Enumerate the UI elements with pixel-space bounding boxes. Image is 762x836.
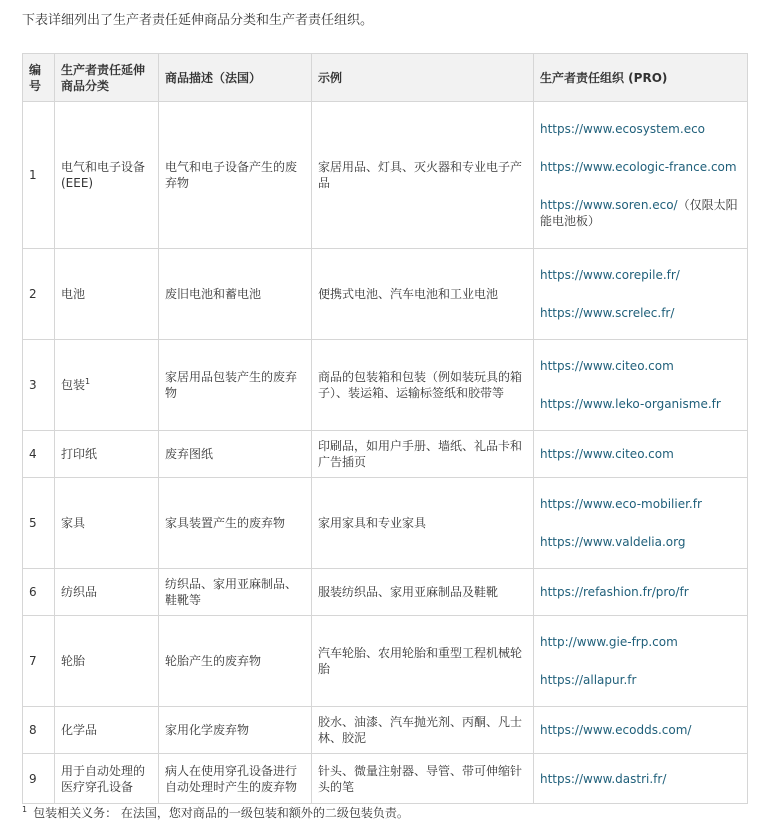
cell-description: 病人在使用穿孔设备进行自动处理时产生的废弃物 (159, 754, 312, 804)
category-label: 化学品 (61, 723, 98, 737)
cell-description: 废旧电池和蓄电池 (159, 249, 312, 340)
pro-link[interactable]: http://www.gie-frp.com (540, 635, 678, 649)
pro-link[interactable]: https://allapur.fr (540, 673, 637, 687)
cell-no: 7 (23, 616, 55, 707)
table-row (23, 478, 748, 569)
category-label: 电池 (61, 287, 86, 301)
header-description: 商品描述（法国） (159, 54, 312, 102)
cell-pro (534, 431, 748, 478)
cell-no: 5 (23, 478, 55, 569)
header-no: 编号 (23, 54, 55, 102)
pro-link[interactable]: https://www.citeo.com (540, 359, 674, 373)
table-body (23, 102, 748, 804)
intro-text: 下表详细列出了生产者责任延伸商品分类和生产者责任组织。 (22, 13, 374, 28)
footnote (22, 804, 409, 821)
cell-example: 家用家具和专业家具 (312, 478, 534, 569)
cell-description: 家居用品包装产生的废弃物 (159, 340, 312, 431)
epr-table (22, 53, 748, 804)
cell-no: 3 (23, 340, 55, 431)
pro-link[interactable]: https://www.screlec.fr/ (540, 306, 675, 320)
category-label: 轮胎 (61, 654, 86, 668)
cell-example: 针头、微量注射器、导管、带可伸缩针头的笔 (312, 754, 534, 804)
pro-link[interactable]: https://www.ecologic-france.com (540, 160, 737, 174)
cell-description: 家用化学废弃物 (159, 707, 312, 754)
cell-no: 1 (23, 102, 55, 249)
pro-link[interactable]: https://www.eco-mobilier.fr (540, 497, 702, 511)
pro-link[interactable]: https://www.leko-organisme.fr (540, 397, 721, 411)
cell-example: 胶水、油漆、汽车抛光剂、丙酮、凡士林、胶泥 (312, 707, 534, 754)
cell-example: 家居用品、灯具、灭火器和专业电子产品 (312, 102, 534, 249)
pro-link[interactable]: https://www.corepile.fr/ (540, 268, 680, 282)
cell-category (55, 340, 159, 431)
cell-category (55, 478, 159, 569)
cell-no: 2 (23, 249, 55, 340)
cell-example: 印刷品，如用户手册、墙纸、礼品卡和广告插页 (312, 431, 534, 478)
table-row (23, 102, 748, 249)
cell-no: 4 (23, 431, 55, 478)
table-row (23, 616, 748, 707)
category-label: 打印纸 (61, 447, 98, 461)
cell-description: 电气和电子设备产生的废弃物 (159, 102, 312, 249)
pro-link[interactable]: https://refashion.fr/pro/fr (540, 585, 689, 599)
cell-category (55, 616, 159, 707)
category-label: 用于自动处理的医疗穿孔设备 (61, 763, 146, 794)
category-label: 纺织品 (61, 585, 98, 599)
cell-description: 轮胎产生的废弃物 (159, 616, 312, 707)
cell-category (55, 431, 159, 478)
header-category: 生产者责任延伸商品分类 (55, 54, 159, 102)
table-row (23, 340, 748, 431)
category-label: 电气和电子设备 (EEE) (61, 160, 146, 190)
cell-category (55, 569, 159, 616)
cell-pro (534, 616, 748, 707)
pro-link[interactable]: https://www.ecosystem.eco (540, 122, 706, 136)
cell-example: 商品的包装箱和包装（例如装玩具的箱子）、装运箱、运输标签纸和胶带等 (312, 340, 534, 431)
footnote-ref[interactable]: 1 (85, 377, 91, 386)
pro-link[interactable]: https://www.ecodds.com/ (540, 723, 692, 737)
cell-description: 家具装置产生的废弃物 (159, 478, 312, 569)
cell-pro (534, 249, 748, 340)
pro-link-with-note (540, 197, 741, 229)
cell-no: 8 (23, 707, 55, 754)
cell-pro (534, 102, 748, 249)
cell-pro (534, 340, 748, 431)
footnote-marker: 1 (22, 805, 28, 814)
cell-no: 9 (23, 754, 55, 804)
category-label: 家具 (61, 516, 86, 530)
table-row (23, 569, 748, 616)
cell-description: 废弃图纸 (159, 431, 312, 478)
cell-pro (534, 707, 748, 754)
table-row (23, 707, 748, 754)
cell-example: 服装纺织品、家用亚麻制品及鞋靴 (312, 569, 534, 616)
header-pro: 生产者责任组织 (PRO) (534, 54, 748, 102)
table-row (23, 431, 748, 478)
cell-pro (534, 478, 748, 569)
cell-category (55, 707, 159, 754)
pro-note: （仅限太阳能电池板） (540, 198, 738, 228)
pro-link[interactable]: https://www.soren.eco/ (540, 198, 678, 212)
table-row (23, 754, 748, 804)
footnote-text: 包装相关义务： 在法国，您对商品的一级包装和额外的二级包装负责。 (33, 806, 409, 820)
table-row (23, 249, 748, 340)
cell-pro (534, 754, 748, 804)
pro-link[interactable]: https://www.citeo.com (540, 447, 674, 461)
category-label: 包装 (61, 378, 86, 392)
cell-description: 纺织品、家用亚麻制品、鞋靴等 (159, 569, 312, 616)
cell-pro (534, 569, 748, 616)
cell-category (55, 249, 159, 340)
pro-link[interactable]: https://www.valdelia.org (540, 535, 686, 549)
header-example: 示例 (312, 54, 534, 102)
cell-no: 6 (23, 569, 55, 616)
table-header-row (23, 54, 748, 102)
pro-link[interactable]: https://www.dastri.fr/ (540, 771, 667, 786)
cell-example: 便携式电池、汽车电池和工业电池 (312, 249, 534, 340)
cell-category (55, 102, 159, 249)
cell-example: 汽车轮胎、农用轮胎和重型工程机械轮胎 (312, 616, 534, 707)
cell-category (55, 754, 159, 804)
